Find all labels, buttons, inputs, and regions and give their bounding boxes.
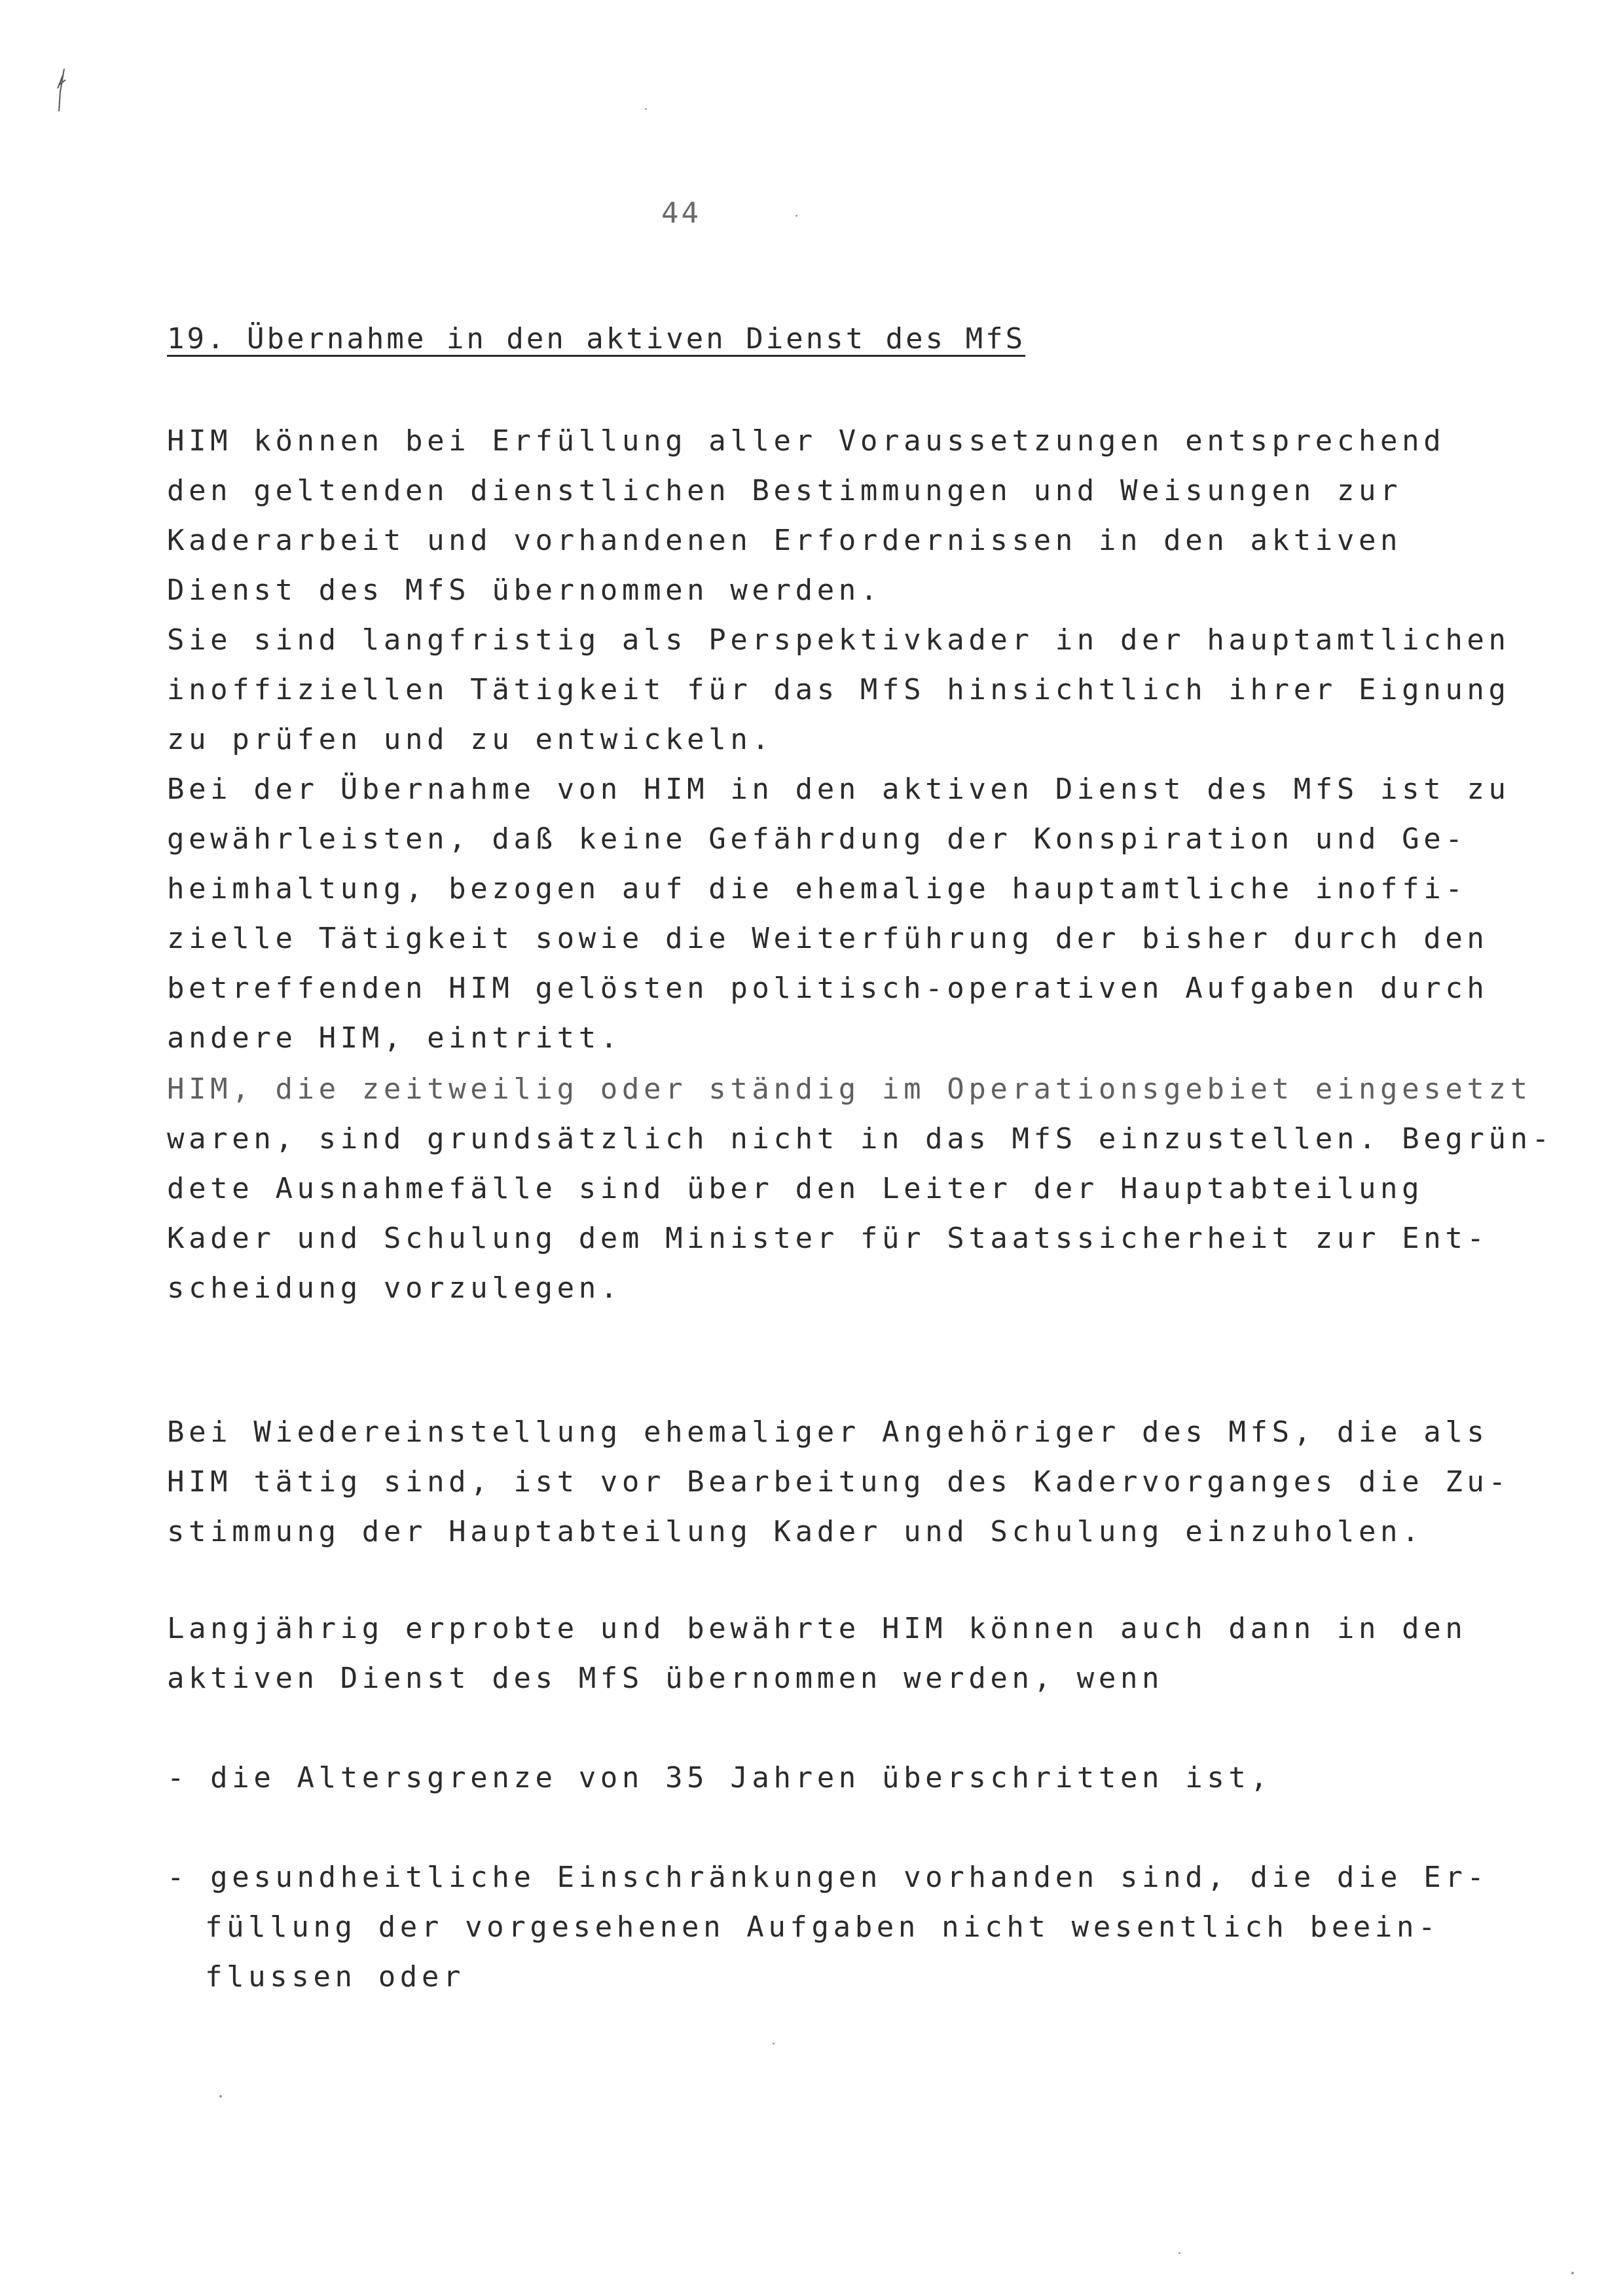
paragraph-line: scheidung vorzulegen. [167,1271,622,1305]
page-number: 44 [661,196,701,230]
paragraph-line: HIM tätig sind, ist vor Bearbeitung des Kadervorganges die Zu- [167,1465,1510,1499]
paragraph-line: Dienst des MfS übernommen werden. [167,574,882,607]
paragraph-line: waren, sind grundsätzlich nicht in das MfS einzustellen. Begrün- [167,1122,1554,1156]
scan-speck [645,108,647,110]
paragraph-4 [167,1604,1467,1704]
paragraph-line: HIM können bei Erfüllung aller Voraussetzungen entsprechend [167,424,1446,458]
paragraph-line: Kaderarbeit und vorhandenen Erfordernissen in den aktiven [167,524,1402,557]
list-item-line: füllung der vorgesehenen Aufgaben nicht wesentlich beein- [205,1910,1440,1944]
paragraph-line: Bei Wiedereinstellung ehemaliger Angehöriger des MfS, die als [167,1415,1489,1449]
list-item-line: - gesundheitliche Einschränkungen vorhanden sind, die die Er- [167,1861,1489,1894]
paragraph-line: aktiven Dienst des MfS übernommen werden, wenn [167,1662,1164,1695]
scan-speck [773,2043,775,2045]
paragraph-line: andere HIM, eintritt. [167,1021,622,1055]
paragraph-line: Sie sind langfristig als Perspektivkader in der hauptamtlichen [167,623,1510,657]
paragraph-line: Bei der Übernahme von HIM in den aktiven Dienst des MfS ist zu [167,773,1510,806]
paragraph-line: dete Ausnahmefälle sind über den Leiter der Hauptabteilung [167,1172,1424,1205]
paragraph-line: betreffenden HIM gelösten politisch-operativen Aufgaben durch [167,972,1489,1005]
paragraph-line: Kader und Schulung dem Minister für Staatssicherheit zur Ent- [167,1222,1489,1255]
scribble-mark [51,65,71,124]
paragraph-line: zu prüfen und zu entwickeln. [167,723,774,756]
section-heading: 19. Übernahme in den aktiven Dienst des MfS [167,322,1026,355]
paragraph-line: HIM, die zeitweilig oder ständig im Operationsgebiet eingesetzt [167,1072,1532,1106]
paragraph-line: inoffiziellen Tätigkeit für das MfS hinsichtlich ihrer Eignung [167,673,1510,706]
list-item [167,1853,1489,2002]
paragraph-line: heimhaltung, bezogen auf die ehemalige hauptamtliche inoffi- [167,872,1467,905]
paragraph-line: den geltenden dienstlichen Bestimmungen und Weisungen zur [167,474,1402,507]
list-item-line: flussen oder [205,1960,466,1994]
paragraph-1 [167,416,1510,1063]
scan-speck [795,215,797,217]
paragraph-line: stimmung der Hauptabteilung Kader und Schulung einzuholen. [167,1515,1424,1548]
list-item [167,1753,1272,1803]
scan-speck [1179,2252,1180,2254]
paragraph-line: zielle Tätigkeit sowie die Weiterführung der bisher durch den [167,922,1489,955]
paragraph-line: gewährleisten, daß keine Gefährdung der Konspiration und Ge- [167,822,1467,856]
list-item-line: - die Altersgrenze von 35 Jahren überschritten ist, [167,1761,1272,1795]
paragraph-line: Langjährig erprobte und bewährte HIM können auch dann in den [167,1612,1467,1645]
paragraph-2 [167,1065,1554,1313]
scan-speck [1571,2272,1574,2274]
scan-speck [219,2095,222,2098]
paragraph-3 [167,1408,1510,1557]
